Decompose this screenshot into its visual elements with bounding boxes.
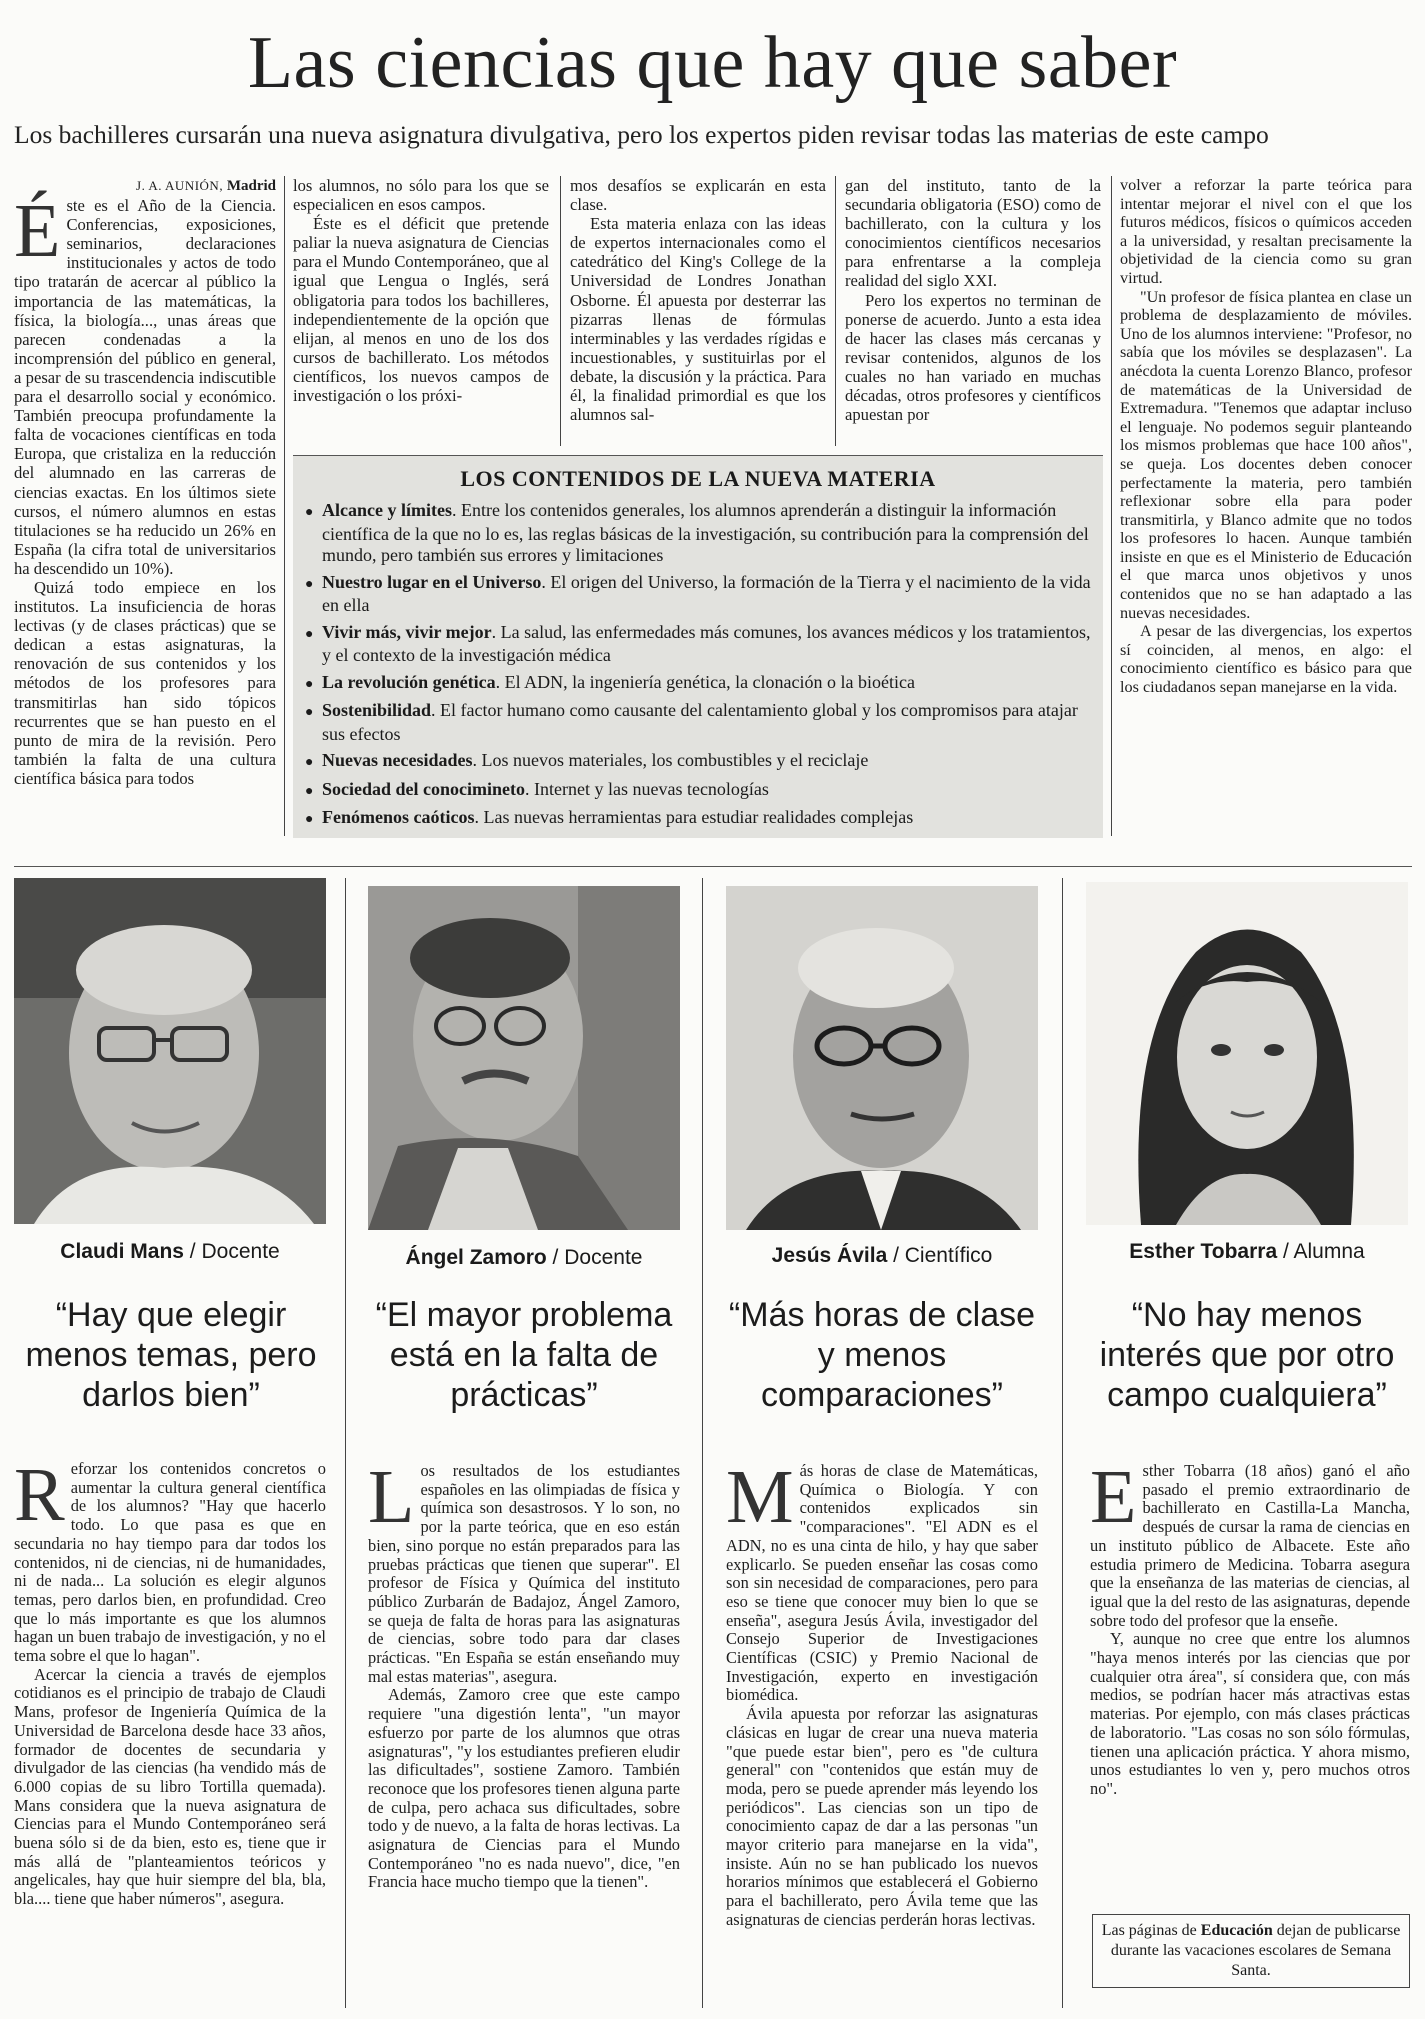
profile-name-text: Esther Tobarra	[1129, 1240, 1278, 1263]
profile-name: Esther Tobarra / Alumna	[1129, 1240, 1365, 1263]
portrait-photo	[1086, 882, 1408, 1225]
contents-item-term: Nuestro lugar en el Universo	[322, 571, 542, 592]
contents-item-text: Internet y las nuevas tecnologías	[534, 778, 769, 799]
article-paragraph: volver a reforzar la parte teórica para intentar mejorar el nivel con el que los futuros médicos, físicos o químicos acceden a la universidad, y resaltan precisamente la objetividad de la ciencia como su gran virtud.	[1120, 176, 1412, 287]
contents-box-title: LOS CONTENIDOS DE LA NUEVA MATERIA	[460, 466, 936, 491]
bullet-icon: ●	[305, 505, 314, 520]
note-section: Educación	[1200, 1922, 1273, 1939]
bullet-icon: ●	[305, 705, 314, 720]
article-paragraph: Esta materia enlaza con las ideas de expertos internacionales como el catedrático del King's College de la Universidad de Londres Jonathan Osborne. Él apuesta por desterrar las pizarras llenas de fórmulas interminables y las verdades rígidas e incuestionables, y sustituirlas por el debate, la discusión y la práctica. Para él, la finalidad primordial es que los alumnos sal-	[570, 214, 826, 425]
profile-role: Alumna	[1293, 1240, 1365, 1263]
contents-item: ● Sostenibilidad. El factor humano como causante del calentamiento global y los compromisos para atajar sus efectos	[305, 700, 1078, 744]
portrait-photo	[368, 886, 680, 1230]
profile-paragraph: Ávila apuesta por reforzar las asignaturas clásicas en lugar de crear una nueva materia "que puede estar bien", pero es "de cultura general" con "contenidos que están muy de moda, pero se puede aprender más leyendo los periódicos". Las ciencias son un tipo de conocimiento capaz de dar a las personas "un mayor criterio para manejarse en la vida", insiste. Aún no se han publicado los nuevos horarios mínimos que establecerá el Gobierno para el bachillerato, pero Ávila teme que las asignaturas de ciencias perderán horas lectivas.	[726, 1704, 1038, 1929]
profile-body	[1090, 1455, 1410, 1799]
headline: Las ciencias que hay que saber	[247, 22, 1178, 104]
bullet-icon: ●	[305, 626, 314, 642]
profile-name: Jesús Ávila / Científico	[771, 1244, 993, 1267]
profile-role: Científico	[904, 1244, 993, 1267]
article-paragraph: los alumnos, no sólo para los que se especialicen en esos campos.	[293, 176, 549, 215]
bullet-icon: ●	[305, 676, 314, 692]
article-paragraph: Pero los expertos no terminan de ponerse de acuerdo. Junto a esta idea de hacer las clases más cercanas y revisar contenidos, algunos de los cuales no han variado en muchas décadas, otros profesores y científicos apuestan por	[845, 290, 1101, 425]
profile-paragraph: Además, Zamoro cree que este campo requiere "una digestión lenta", "un mayor esfuerzo por parte de los alumnos que otras asignaturas", "y los estudiantes prefieren eludir las dificultades", sostiene Zamoro. También reconoce que los profesores tienen alguna parte de culpa, pero achaca sus dificultades, sobre todo y de nuevo, a la falta de horas lectivas. La asignatura de Ciencias para el Mundo Contemporáneo "no es nada nuevo", dice, "en Francia hace mucho tiempo que la tienen".	[368, 1685, 680, 1892]
profile-paragraph: Los resultados de los estudiantes españoles en las olimpiadas de física y química son desastrosos. Y lo son, no por la parte teórica, que en eso están bien, sino porque no están preparados para las pruebas prácticas que tienen que superar". El profesor de Física y Química del instituto público Zurbarán de Badajoz, Ángel Zamoro, se queja de falta de horas para las asignaturas de ciencias, sobre todo para dar clases prácticas. "En España se están enseñando muy mal estas materias", asegura.	[368, 1455, 680, 1686]
contents-item-term: Vivir más, vivir mejor	[322, 621, 492, 642]
column-divider	[702, 878, 703, 2008]
profile-role: Docente	[564, 1246, 643, 1269]
contents-item-text: Las nuevas herramientas para estudiar realidades complejas	[483, 807, 914, 827]
contents-item-term: Alcance y límites	[322, 500, 452, 520]
profile-paragraph: Más horas de clase de Matemáticas, Química o Biología. Y con contenidos explicados sin "comparaciones". "El ADN es el ADN, no es una cinta de hilo, y hay que saber explicarlo. Se pueden enseñar las cosas como son sin necesidad de comparaciones, pero para eso se tiene que conocer muy bien lo que se enseña", asegura Jesús Ávila, investigador del Consejo Superior de Investigaciones Científicas (CSIC) y Premio Nacional de Investigación, experto en investigación biomédica.	[726, 1455, 1038, 1705]
contents-box	[293, 455, 1103, 838]
contents-item: ● Vivir más, vivir mejor. La salud, las enfermedades más comunes, los avances médicos y los tratamientos, y el contexto de la investigación médica	[305, 621, 1091, 665]
column-divider	[560, 176, 561, 446]
profile-name-text: Jesús Ávila	[771, 1244, 888, 1267]
profile-name: Ángel Zamoro / Docente	[405, 1246, 643, 1269]
portrait-photo	[726, 886, 1038, 1230]
article-column-2	[293, 176, 549, 405]
byline-author: J. A. AUNIÓN,	[136, 178, 224, 193]
contents-item-term: Nuevas necesidades	[322, 750, 473, 770]
contents-list	[305, 500, 1093, 836]
profile-role: Docente	[201, 1240, 280, 1263]
article-paragraph: Éste es el déficit que pretende paliar la nueva asignatura de Ciencias para el Mundo Contemporáneo, que al igual que Lengua o Inglés, será obligatoria para todos los bachilleres, independientemente de la opción que elijan, al menos en uno de los dos cursos de bachillerato. Los métodos científicos, los nuevos campos de investigación o los próxi-	[293, 214, 549, 406]
profile-quote: “No hay menos interés que por otro campo cualquiera”	[1099, 1296, 1395, 1414]
column-divider	[1111, 176, 1112, 836]
article-column-5	[1120, 176, 1412, 697]
article-paragraph: mos desafíos se explicarán en esta clase.	[570, 176, 826, 215]
note-prefix: Las páginas de	[1101, 1922, 1197, 1939]
profile-name-text: Claudi Mans	[60, 1240, 184, 1263]
contents-item: ● Alcance y límites. Entre los contenidos generales, los alumnos aprenderán a distinguir la información científica de la que no lo es, las reglas básicas de la investigación, su contribución para la comprensión del mundo, pero también sus errores y limitaciones	[305, 500, 1089, 565]
contents-item-text: El origen del Universo, la formación de la Tierra y el nacimiento de la vida en ella	[322, 571, 1091, 615]
profile-quote: “Más horas de clase y menos comparaciones”	[728, 1296, 1036, 1414]
column-divider	[345, 878, 346, 2008]
contents-item-text: El factor humano como causante del calentamiento global y los compromisos para atajar sus efectos	[322, 700, 1078, 744]
article-column-1	[14, 176, 276, 788]
profile-body	[368, 1455, 680, 1892]
contents-item-text: El ADN, la ingeniería genética, la clonación o la bioética	[504, 671, 915, 692]
section-divider	[14, 866, 1412, 867]
note-suffix: dejan de publicarse durante las vacaciones escolares de Semana Santa.	[1110, 1922, 1401, 1979]
article-paragraph: "Un profesor de física plantea en clase un problema de desplazamiento de móviles. Uno de los alumnos interviene: "Profesor, no sabía que los móviles se desplazasen". La anécdota la cuenta Lorenzo Blanco, profesor de matemáticas de la Universidad de Extremadura. "Tenemos que adaptar incluso el lenguaje. No podemos seguir planteando los mismos problemas que hace 100 años", se queja. Los docentes deben conocer perfectamente la materia, pero también reflexionar sobre ella para poder transmitirla, y Blanco admite que no todos los profesores lo hacen. Aunque también insiste en que es el Ministerio de Educación el que marca unos objetivos y unos contenidos que no se han adaptado a las nuevas necesidades.	[1120, 287, 1412, 622]
column-divider	[1062, 878, 1063, 2008]
profile-body	[726, 1455, 1038, 1930]
article-paragraph: Quizá todo empiece en los institutos. La insuficiencia de horas lectivas (y de clases prácticas) que se dedican a estas asignaturas, la renovación de sus contenidos y los métodos de los profesores para transmitirlas han sido tópicos recurrentes que se han puesto en el punto de mira de la revisión. Pero también la falta de una cultura científica básica para todos	[14, 577, 276, 788]
contents-item: ● La revolución genética. El ADN, la ingeniería genética, la clonación o la bioética	[305, 672, 1093, 696]
profile-quote: “El mayor problema está en la falta de prácticas”	[375, 1296, 673, 1414]
profile-quote: “Hay que elegir menos temas, pero darlos bien”	[25, 1296, 317, 1414]
subheadline: Los bachilleres cursarán una nueva asignatura divulgativa, pero los expertos piden revisar todas las materias de este campo	[14, 120, 1269, 149]
contents-item-term: Sostenibilidad	[322, 700, 432, 720]
contents-item-term: Fenómenos caóticos	[322, 807, 475, 827]
profile-name-text: Ángel Zamoro	[405, 1246, 547, 1269]
column-divider	[835, 176, 836, 446]
contents-item-term: La revolución genética	[322, 671, 496, 692]
contents-item-text: La salud, las enfermedades más comunes, los avances médicos y los tratamientos, y el contexto de la investigación médica	[322, 621, 1091, 665]
profile-name: Claudi Mans / Docente	[60, 1240, 280, 1263]
contents-item: ● Sociedad del conocimineto. Internet y las nuevas tecnologías	[305, 779, 1093, 803]
profile-body	[14, 1453, 326, 1909]
profile-paragraph: Y, aunque no cree que entre los alumnos "haya menos interés por las ciencias que por cualquier otra área", sí considera que, con más medios, se podrían hacer más atractivas estas materias. Por ejemplo, con más clases prácticas de laboratorio. "Las cosas no son sólo fórmulas, tienen una aplicación práctica. Y ahora mismo, unos estudiantes lo ven y, pero muchos otros no".	[1090, 1629, 1410, 1798]
portrait-photo	[14, 878, 326, 1224]
article-column-4	[845, 176, 1101, 424]
bullet-icon: ●	[305, 812, 314, 827]
profile-paragraph: Reforzar los contenidos concretos o aumentar la cultura general científica de los alumnos? "Hay que hacerlo todo. Lo que pasa es que en secundaria no hay tiempo para dar todos los contenidos, ni de ciencias, ni de humanidades, ni de nada... La solución es elegir algunos temas, pero darlos bien, en profundidad. Creo que lo más importante es que los alumnos hagan un buen trabajo de investigación, y no el tema sobre el que lo hagan".	[14, 1453, 326, 1666]
article-paragraph: gan del instituto, tanto de la secundaria obligatoria (ESO) como de bachillerato, con la cultura y los conocimientos científicos necesarios para enfrentarse a la compleja realidad del siglo XXI.	[845, 176, 1101, 291]
contents-item: ● Nuevas necesidades. Los nuevos materiales, los combustibles y el reciclaje	[305, 750, 1093, 774]
editorial-note	[1092, 1914, 1410, 1988]
bullet-icon: ●	[305, 783, 314, 799]
contents-item: ● Nuestro lugar en el Universo. El origen del Universo, la formación de la Tierra y el nacimiento de la vida en ella	[305, 571, 1091, 615]
contents-item-text: Los nuevos materiales, los combustibles y el reciclaje	[481, 750, 869, 770]
contents-item-term: Sociedad del conocimineto	[322, 778, 525, 799]
column-divider	[284, 176, 285, 836]
byline-place: Madrid	[226, 178, 276, 194]
profile-paragraph: Acercar la ciencia a través de ejemplos cotidianos es el principio de trabajo de Claudi Mans, profesor de Ingeniería Química de la Universidad de Barcelona desde hace 33 años, formador de docentes de secundaria y divulgador de las ciencias (ha vendido más de 6.000 copias de su libro Tortilla quemada). Mans considera que la nueva asignatura de Ciencias para el Mundo Contemporáneo será buena sólo si de da bien, esto es, tiene que ir más allá de "planteamientos teóricos y angelicales, hay que huir siempre del bla, bla, bla.... tiene que haber números", asegura.	[14, 1664, 326, 1909]
profile-paragraph: Esther Tobarra (18 años) ganó el año pasado el premio extraordinario de bachillerato en Castilla-La Mancha, después de cursar la rama de ciencias en un instituto público de Albacete. Este año estudia primero de Medicina. Tobarra asegura que la enseñanza de las materias de ciencias, al igual que la del resto de las asignaturas, depende sobre todo del profesor que la enseñe.	[1090, 1455, 1410, 1630]
contents-item-text: Entre los contenidos generales, los alumnos aprenderán a distinguir la información científica de la que no lo es, las reglas básicas de la investigación, su contribución para la comprensión del mundo, pero también sus errores y limitaciones	[322, 500, 1089, 565]
article-paragraph: Éste es el Año de la Ciencia. Conferencias, exposiciones, seminarios, declaraciones institucionales y actos de todo tipo tratarán de acercar al público la importancia de las matemáticas, la física, la biología..., unas áreas que parecen condenadas a la incomprensión del público en general, a pesar de su trascendencia indiscutible para el desarrollo social y económico. También preocupa profundamente la falta de vocaciones científicas en toda Europa, que cristaliza en la reducción del alumnado en las carreras de ciencias exactas. En los últimos siete cursos, el número alumnos en estas titulaciones se ha reducido un 26% en España (la cifra total de universitarios ha descendido un 10%).	[14, 189, 276, 578]
bullet-icon: ●	[305, 576, 314, 592]
article-paragraph: A pesar de las divergencias, los expertos sí coinciden, al menos, en algo: el conocimiento científico es básico para que los ciudadanos sepan manejarse en la vida.	[1120, 622, 1412, 697]
bullet-icon: ●	[305, 755, 314, 770]
contents-item: ● Fenómenos caóticos. Las nuevas herramientas para estudiar realidades complejas	[305, 807, 1093, 831]
article-column-3	[570, 176, 826, 424]
